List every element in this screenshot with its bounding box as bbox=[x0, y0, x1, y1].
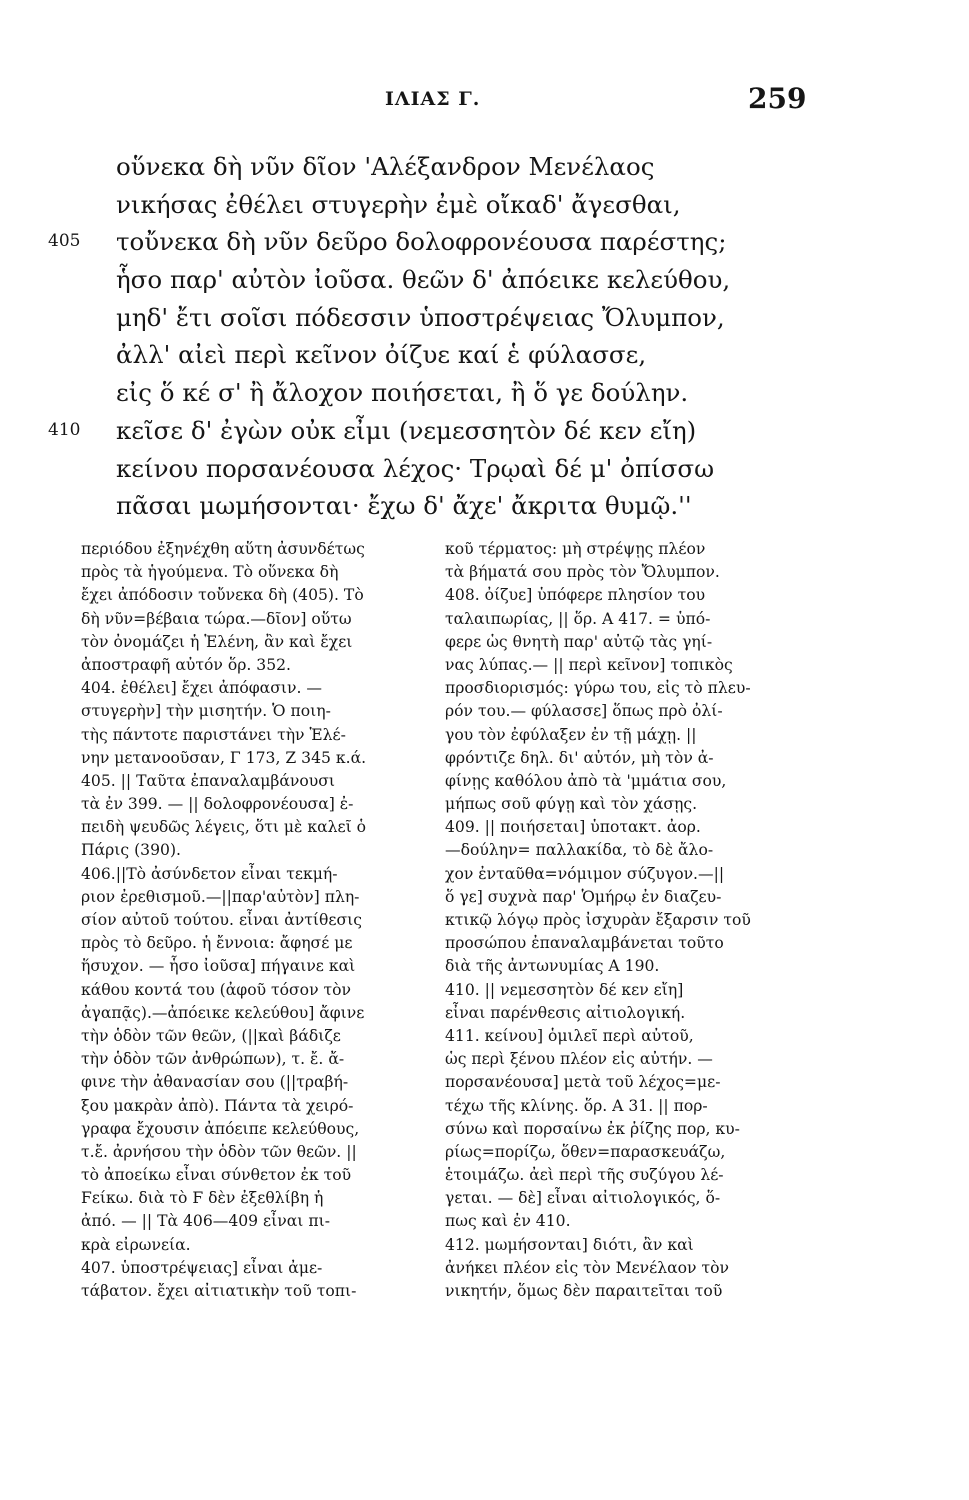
commentary-line: εἶναι παρένθεσις αἰτιολογική. bbox=[445, 1003, 686, 1022]
verse-text: νικήσας ἐθέλει στυγερὴν ἐμὲ οἴκαδ' ἄγεσθαι, bbox=[116, 189, 681, 219]
verse-line bbox=[48, 374, 808, 412]
verse-text: ἧσο παρ' αὐτὸν ἰοῦσα. θεῶν δ' ἀπόεικε κελεύθου, bbox=[116, 265, 731, 295]
commentary-line: σύνω καὶ πορσαίνω ἐκ ῥίζης πορ, κυ- bbox=[445, 1119, 740, 1138]
commentary-line: τὴς πάντοτε παριστάνει τὴν Ἑλέ- bbox=[81, 725, 346, 744]
verse-line bbox=[48, 223, 808, 261]
commentary-line: ἀποστραφῆ αὐτόν ὅρ. 352. bbox=[81, 655, 292, 674]
commentary-line: τὸ ἀποείκω εἶναι σύνθετον ἐκ τοῦ bbox=[81, 1166, 352, 1185]
commentary-line: τὴν ὁδὸν τῶν ἀνθρώπων), τ. ἔ. ἄ- bbox=[81, 1050, 345, 1069]
commentary-line: διὰ τῆς ἀντωνυμίας Α 190. bbox=[445, 957, 660, 976]
verse-text: κείνου πορσανέουσα λέχος· Τρῳαὶ δέ μ' ὀπίσσω bbox=[116, 453, 715, 483]
commentary-line: ρόν του.— φύλασσε] ὅπως πρὸ ὀλί- bbox=[445, 702, 723, 721]
verse-text: οὕνεκα δὴ νῦν δῖον 'Αλέξανδρον Μενέλαος bbox=[116, 152, 655, 181]
commentary-line: ρίως=πορίζω, ὅθεν=παρασκευάζω, bbox=[445, 1142, 726, 1161]
commentary-line: κρὰ εἰρωνεία. bbox=[81, 1235, 191, 1254]
verse-line bbox=[48, 261, 808, 299]
commentary-line: δὴ νῦν=βέβαια τώρα.—δῖον] οὕτω bbox=[81, 609, 352, 628]
verse-text: ἀλλ' αἰεὶ περὶ κεῖνον ὀίζυε καί ἑ φύλασσε, bbox=[116, 340, 647, 370]
verse-text: κεῖσε δ' ἐγὼν οὐκ εἶμι (νεμεσσητὸν δέ κεν εἴη) bbox=[116, 415, 697, 445]
commentary-line: μήπως σοῦ φύγῃ καὶ τὸν χάσῃς. bbox=[445, 795, 698, 814]
verse-line bbox=[48, 186, 808, 224]
commentary-line: προσδιορισμός: γύρω του, εἰς τὸ πλευ- bbox=[445, 679, 751, 698]
commentary-line: 404. ἐθέλει] ἔχει ἀπόφασιν. — bbox=[81, 679, 322, 698]
commentary-line: νικητήν, ὅμως δὲν παραιτεῖται τοῦ bbox=[445, 1282, 723, 1300]
verse-text: εἰς ὅ κέ σ' ἢ ἄλοχον ποιήσεται, ἢ ὅ γε δούλην. bbox=[116, 378, 689, 408]
page-number: 259 bbox=[748, 82, 807, 115]
commentary-line: τέχω τῆς κλίνης. ὅρ. Α 31. || πορ- bbox=[445, 1096, 708, 1115]
commentary-line: φρόντιζε δηλ. δι' αὐτόν, μὴ τὸν ἀ- bbox=[445, 748, 714, 767]
commentary-line: πως καὶ ἐν 410. bbox=[445, 1212, 571, 1231]
commentary-line: φίνῃς καθόλου ἀπὸ τὰ 'μμάτια σου, bbox=[445, 771, 727, 790]
commentary-line: Ϝείκω. διὰ τὸ Ϝ δὲν ἐξεθλίβη ἡ bbox=[81, 1189, 324, 1208]
commentary-line: σίον αὐτοῦ τούτου. εἶναι ἀντίθεσις bbox=[81, 911, 362, 929]
commentary-line: ἑτοιμάζω. ἀεὶ περὶ τῆς συζύγου λέ- bbox=[445, 1166, 724, 1185]
commentary-line: πορσανέουσα] μετὰ τοῦ λέχος=με- bbox=[445, 1073, 721, 1092]
commentary-line: κτικῷ λόγῳ πρὸς ἰσχυρὰν ἔξαρσιν τοῦ bbox=[445, 911, 751, 929]
commentary-left-column bbox=[81, 538, 426, 1303]
verse-line bbox=[48, 450, 808, 488]
running-head bbox=[0, 82, 969, 118]
commentary-line: ὡς περὶ ξένου πλέον εἰς αὐτήν. — bbox=[445, 1050, 713, 1069]
commentary-line: —δούλην= παλλακίδα, τὸ δὲ ἄλο- bbox=[445, 841, 714, 860]
commentary-line: ἀνήκει πλέον εἰς τὸν Μενέλαον τὸν bbox=[445, 1258, 729, 1277]
commentary-line: ἔχει ἀπόδοσιν τοὔνεκα δὴ (405). Τὸ bbox=[81, 586, 364, 605]
verse-text: τοὔνεκα δὴ νῦν δεῦρο δολοφρονέουσα παρέστης; bbox=[116, 227, 727, 257]
commentary-line: τάβατον. ἔχει αἰτιατικὴν τοῦ τοπι- bbox=[81, 1282, 357, 1300]
commentary-line: νην μετανοοῦσαν, Γ 173, Ζ 345 κ.ά. bbox=[81, 748, 367, 767]
commentary-line: ριον ἐρεθισμοῦ.—||παρ'αὐτὸν] πλη- bbox=[81, 887, 360, 906]
commentary-line: 408. ὀίζυε] ὑπόφερε πλησίον του bbox=[445, 586, 706, 605]
commentary-line: φινε τὴν ἀθανασίαν σου (||τραβή- bbox=[81, 1073, 349, 1092]
commentary-line: 411. κείνου] ὁμιλεῖ περὶ αὐτοῦ, bbox=[445, 1026, 694, 1045]
verse-line bbox=[48, 148, 808, 186]
verse-number: 405 bbox=[48, 231, 81, 252]
commentary-line: πειδὴ ψευδῶς λέγεις, ὅτι μὲ καλεῖ ὁ bbox=[81, 818, 367, 837]
commentary-line: ὅ γε] συχνὰ παρ' Ὁμήρῳ ἐν διαζευ- bbox=[445, 887, 722, 906]
commentary-line: 406.||Τὸ ἀσύνδετον εἶναι τεκμή- bbox=[81, 864, 338, 883]
commentary-line: ξου μακρὰν ἀπὸ). Πάντα τὰ χειρό- bbox=[81, 1096, 354, 1115]
commentary-line: ταλαιπωρίας, || ὅρ. Α 417. = ὑπό- bbox=[445, 609, 711, 628]
commentary-line: 409. || ποιήσεται] ὑποτακτ. ἀορ. bbox=[445, 818, 701, 837]
commentary-line: φερε ὡς θνητὴ παρ' αὐτῷ τὰς γηί- bbox=[445, 632, 713, 651]
commentary-line: 405. || Ταῦτα ἐπαναλαμβάνουσι bbox=[81, 771, 336, 790]
commentary-right-column bbox=[445, 538, 793, 1303]
running-head-title: ΙΛΙΑΣ Γ. bbox=[385, 88, 481, 110]
commentary-line: πρὸς τὰ ἡγούμενα. Τὸ οὕνεκα δὴ bbox=[81, 563, 339, 582]
commentary-line: 407. ὑποστρέψειας] εἶναι ἀμε- bbox=[81, 1258, 323, 1277]
commentary-line: γεται. — δὲ] εἶναι αἰτιολογικός, ὅ- bbox=[445, 1189, 721, 1208]
commentary-line: τὸν ὀνομάζει ἡ Ἑλένη, ἂν καὶ ἔχει bbox=[81, 632, 353, 651]
commentary-line: τὰ βήματά σου πρὸς τὸν Ὄλυμπον. bbox=[445, 563, 720, 582]
commentary-line: κάθου κοντά του (ἀφοῦ τόσον τὸν bbox=[81, 980, 352, 999]
commentary-line: περιόδου ἐξηνέχθη αὕτη ἀσυνδέτως bbox=[81, 540, 365, 558]
commentary-line: πρὸς τὸ δεῦρο. ἡ ἔννοια: ἄφησέ με bbox=[81, 934, 353, 953]
commentary-line: ἀγαπᾷς).—ἀπόεικε κελεύθου] ἄφινε bbox=[81, 1003, 365, 1022]
verse-line bbox=[48, 487, 808, 525]
commentary-line: τὰ ἐν 399. — || δολοφρονέουσα] ἐ- bbox=[81, 795, 354, 814]
commentary-line: γου τὸν ἐφύλαξεν ἐν τῇ μάχῃ. || bbox=[445, 725, 697, 744]
commentary-line: προσώπου ἐπαναλαμβάνεται τοῦτο bbox=[445, 934, 724, 953]
commentary-line: κοῦ τέρματος: μὴ στρέψῃς πλέον bbox=[445, 540, 706, 558]
verse-line bbox=[48, 412, 808, 450]
verse-text: μηδ' ἔτι σοῖσι πόδεσσιν ὑποστρέψειας Ὄλυμπον, bbox=[116, 302, 725, 332]
verse-line bbox=[48, 299, 808, 337]
verse-number: 410 bbox=[48, 419, 81, 440]
commentary-line: Πάρις (390). bbox=[81, 841, 181, 860]
verse-block bbox=[48, 148, 808, 525]
commentary-line: ἀπό. — || Τὰ 406—409 εἶναι πι- bbox=[81, 1212, 330, 1231]
verse-text: πᾶσαι μωμήσονται· ἔχω δ' ἄχε' ἄκριτα θυμῷ.'' bbox=[116, 491, 692, 521]
commentary-line: τ.ἔ. ἀρνήσου τὴν ὁδὸν τῶν θεῶν. || bbox=[81, 1142, 357, 1161]
commentary-line: ἥσυχον. — ἧσο ἰοῦσα] πήγαινε καὶ bbox=[81, 957, 356, 976]
commentary-line: 410. || νεμεσσητὸν δέ κεν εἴη] bbox=[445, 980, 684, 999]
commentary-line: τὴν ὁδὸν τῶν θεῶν, (||καὶ βάδιζε bbox=[81, 1026, 341, 1045]
commentary-line: στυγερὴν] τὴν μισητήν. Ὁ ποιη- bbox=[81, 702, 331, 721]
commentary-line: νας λύπας.— || περὶ κεῖνον] τοπικὸς bbox=[445, 655, 733, 674]
commentary-line: γραφα ἔχουσιν ἀπόειπε κελεύθους, bbox=[81, 1119, 360, 1138]
commentary-line: χον ἐνταῦθα=νόμιμον σύζυγον.—|| bbox=[445, 864, 725, 883]
verse-line bbox=[48, 336, 808, 374]
commentary-line: 412. μωμήσονται] διότι, ἂν καὶ bbox=[445, 1235, 694, 1254]
